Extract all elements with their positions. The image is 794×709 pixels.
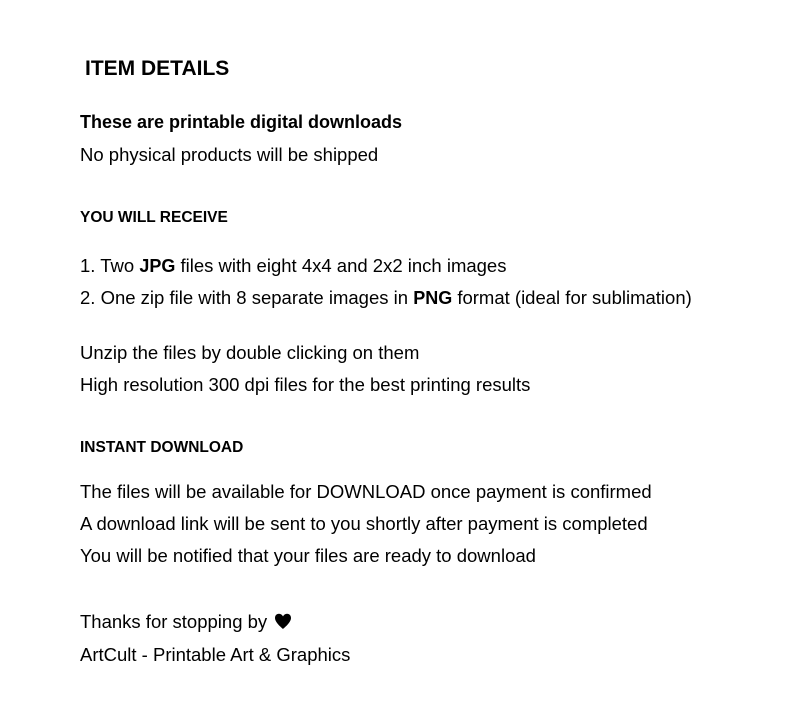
instant-line-link: A download link will be sent to you shortly after payment is completed	[80, 513, 648, 534]
receive-item-1-prefix: 1. Two	[80, 255, 135, 276]
jpg-format-label: JPG	[139, 256, 176, 276]
instant-download-heading: INSTANT DOWNLOAD	[80, 439, 244, 456]
receive-item-2	[80, 289, 692, 308]
receive-item-1-suffix: files with eight 4x4 and 2x2 inch images	[180, 255, 507, 276]
page-title: ITEM DETAILS	[85, 57, 230, 80]
intro-line: No physical products will be shipped	[80, 144, 379, 165]
png-format-label: PNG	[413, 288, 453, 308]
receive-item-2-suffix: format (ideal for sublimation)	[457, 287, 692, 308]
receive-note-unzip: Unzip the files by double clicking on them	[80, 342, 420, 363]
thanks-text: Thanks for stopping by	[80, 611, 268, 632]
heart-icon	[274, 613, 292, 634]
intro-bold-line: These are printable digital downloads	[80, 112, 403, 132]
shop-name: ArtCult - Printable Art & Graphics	[80, 644, 351, 665]
instant-line-notified: You will be notified that your files are ready to download	[80, 545, 536, 566]
thanks-line	[80, 613, 292, 634]
instant-line-available: The files will be available for DOWNLOAD once payment is confirmed	[80, 481, 652, 502]
receive-item-2-prefix: 2. One zip file with 8 separate images in	[80, 287, 409, 308]
receive-item-1	[80, 257, 506, 276]
receive-note-resolution: High resolution 300 dpi files for the best printing results	[80, 374, 531, 395]
receive-heading: YOU WILL RECEIVE	[80, 209, 228, 226]
